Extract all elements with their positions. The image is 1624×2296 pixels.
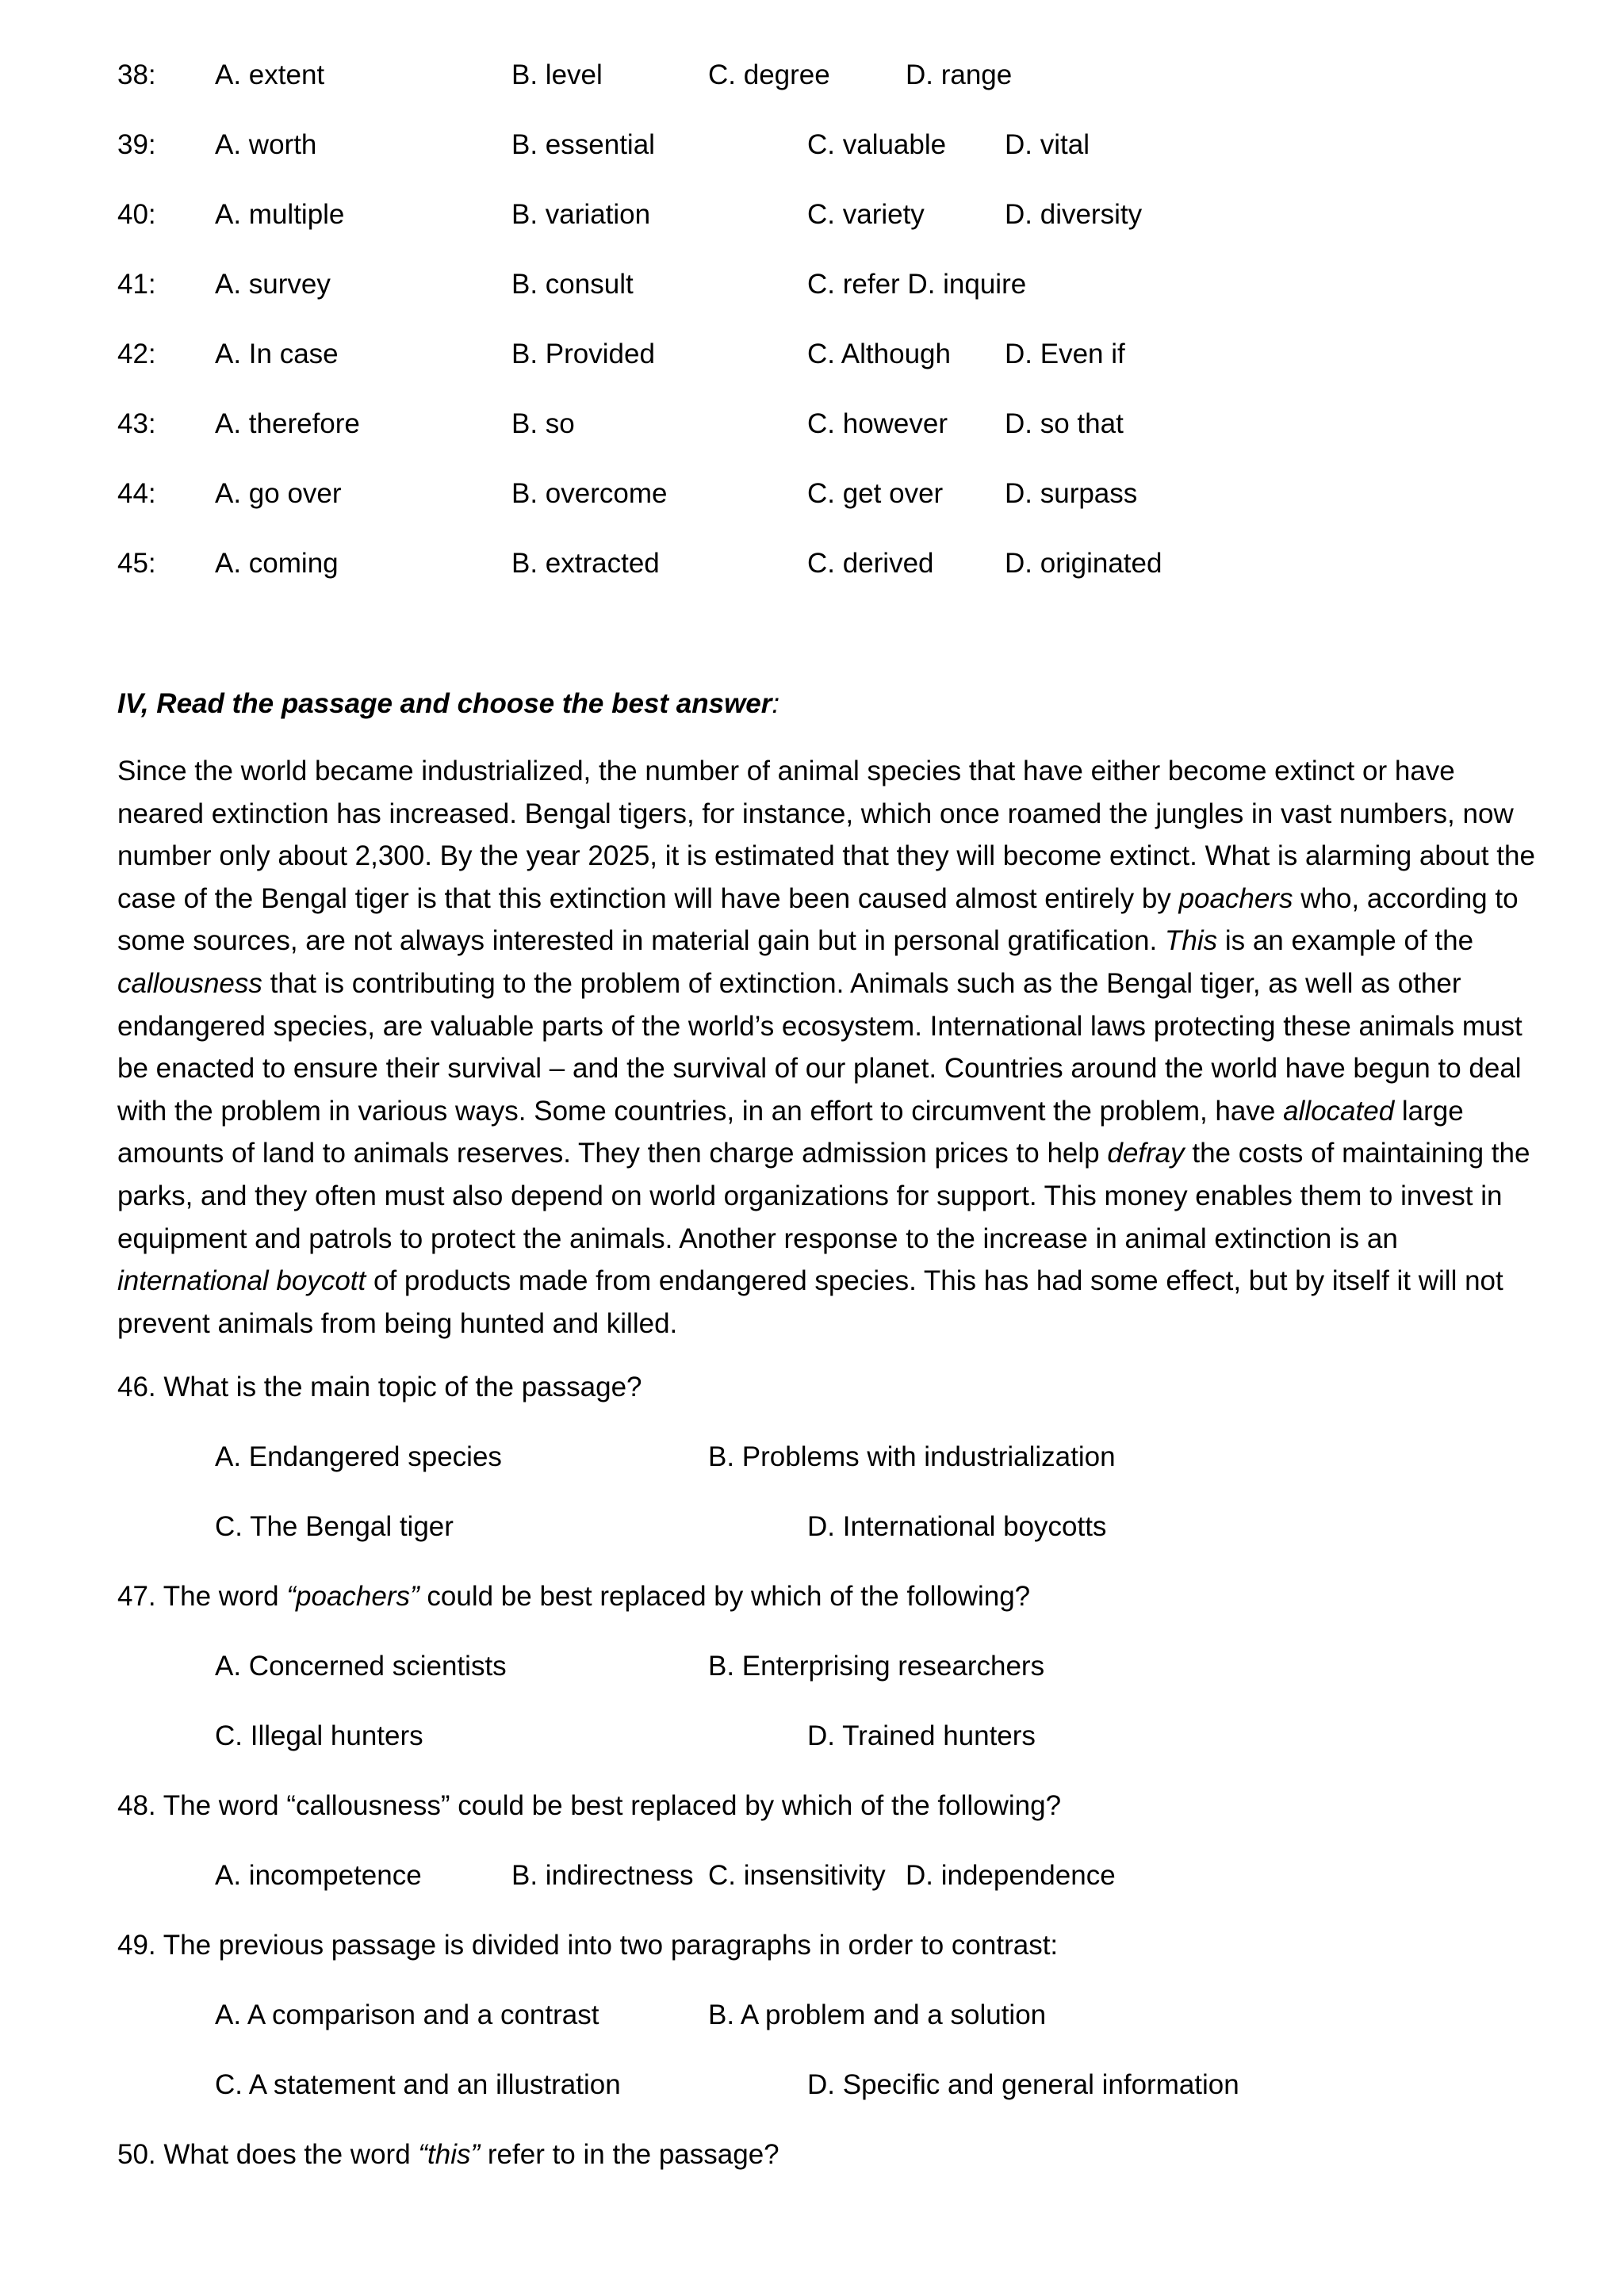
option-a: A. therefore xyxy=(215,408,360,439)
option-b: B. Problems with industrialization xyxy=(708,1441,1116,1472)
question-number: 45: xyxy=(117,548,156,579)
section-heading-text: IV, Read the passage and choose the best answer xyxy=(117,688,772,719)
passage-emphasis-poachers: poachers xyxy=(1178,882,1293,914)
option-a: A. extent xyxy=(215,59,325,90)
passage-text: that is contributing to the problem of extinction. Animals such as the Bengal tiger, as well as other endangered species, are valuable parts of the world’s ecosystem. International laws protecting these animals must be enacted to ensure their survival – and the survival of our planet. Countries around the world have begun to deal with the problem in various ways. Some countries, in an effort to circumvent the problem, have xyxy=(117,967,1522,1127)
option-b: B. extracted xyxy=(511,548,660,579)
option-c: C. degree xyxy=(708,59,830,90)
passage-text: of products made from endangered species. This has had some effect, but by itself it will not prevent animals from being hunted and killed. xyxy=(117,1265,1503,1339)
question-stem-text: could be best replaced by which of the following? xyxy=(419,1581,1031,1612)
question-stem: 46. What is the main topic of the passage? xyxy=(117,1372,642,1402)
option-d: D. International boycotts xyxy=(807,1511,1107,1542)
option-a: A. In case xyxy=(215,339,339,369)
question-number: 39: xyxy=(117,129,156,160)
section-heading xyxy=(117,690,779,718)
question-number: 38: xyxy=(117,59,156,90)
option-a: A. Endangered species xyxy=(215,1441,502,1472)
option-d: D. independence xyxy=(906,1860,1116,1891)
option-b: B. consult xyxy=(511,269,634,300)
option-a: A. A comparison and a contrast xyxy=(215,1999,599,2030)
option-c: C. get over xyxy=(807,478,944,509)
option-b: B. variation xyxy=(511,199,651,230)
question-stem-text: 47. The word xyxy=(117,1581,287,1612)
option-a: A. multiple xyxy=(215,199,345,230)
option-a: A. coming xyxy=(215,548,339,579)
option-d: D. diversity xyxy=(1005,199,1143,230)
option-c: C. however xyxy=(807,408,948,439)
option-d: D. Trained hunters xyxy=(807,1720,1036,1751)
option-c-d: C. refer D. inquire xyxy=(807,269,1027,300)
passage-text: the costs of maintaining the parks, and they often must also depend on world organizations for support. This money enables them to invest in equipment and patrols to protect the animals. Another response to the increase in animal extinction is an xyxy=(117,1138,1530,1254)
option-d: D. so that xyxy=(1005,408,1124,439)
passage-emphasis-defray: defray xyxy=(1107,1138,1185,1169)
option-d: D. vital xyxy=(1005,129,1090,160)
option-c: C. A statement and an illustration xyxy=(215,2069,621,2100)
option-d: D. surpass xyxy=(1005,478,1138,509)
option-d: D. range xyxy=(906,59,1013,90)
question-stem-text: 50. What does the word xyxy=(117,2139,419,2170)
option-a: A. Concerned scientists xyxy=(215,1651,507,1682)
option-c: C. variety xyxy=(807,199,925,230)
question-stem: 49. The previous passage is divided into two paragraphs in order to contrast: xyxy=(117,1930,1059,1961)
option-c: C. valuable xyxy=(807,129,947,160)
option-b: B. Enterprising researchers xyxy=(708,1651,1045,1682)
option-d: D. Even if xyxy=(1005,339,1125,369)
option-b: B. overcome xyxy=(511,478,668,509)
question-stem: 48. The word “callousness” could be best replaced by which of the following? xyxy=(117,1790,1062,1821)
option-a: A. incompetence xyxy=(215,1860,422,1891)
option-a: A. survey xyxy=(215,269,331,300)
question-number: 40: xyxy=(117,199,156,230)
passage-emphasis-allocated: allocated xyxy=(1283,1095,1395,1127)
passage-emphasis-this: This xyxy=(1164,925,1218,957)
option-c: C. Illegal hunters xyxy=(215,1720,423,1751)
question-number: 41: xyxy=(117,269,156,300)
passage-emphasis-boycott: international boycott xyxy=(117,1265,366,1297)
question-stem xyxy=(117,2141,779,2168)
option-c: C. derived xyxy=(807,548,934,579)
passage-text: large amounts of land to animals reserves. They then charge admission prices to help xyxy=(117,1095,1464,1169)
option-c: C. insensitivity xyxy=(708,1860,886,1891)
option-b: B. A problem and a solution xyxy=(708,1999,1047,2030)
option-a: A. go over xyxy=(215,478,342,509)
question-stem xyxy=(117,1582,1030,1610)
option-b: B. so xyxy=(511,408,575,439)
question-stem-text: refer to in the passage? xyxy=(480,2139,779,2170)
option-c: C. Although xyxy=(807,339,951,369)
question-number: 43: xyxy=(117,408,156,439)
option-c: C. The Bengal tiger xyxy=(215,1511,454,1542)
option-b: B. essential xyxy=(511,129,655,160)
option-b: B. Provided xyxy=(511,339,655,369)
option-d: D. originated xyxy=(1005,548,1162,579)
option-d: D. Specific and general information xyxy=(807,2069,1239,2100)
reading-passage xyxy=(117,750,1537,1345)
option-a: A. worth xyxy=(215,129,317,160)
question-number: 42: xyxy=(117,339,156,369)
option-b: B. indirectness xyxy=(511,1860,694,1891)
question-stem-word: “this” xyxy=(418,2139,481,2170)
section-heading-colon: : xyxy=(772,688,780,719)
question-number: 44: xyxy=(117,478,156,509)
passage-text: Since the world became industrialized, the number of animal species that have either become extinct or have neared extinction has increased. Bengal tigers, for instance, which once roamed the jungles in vast numbers, now number only about 2,300. By the year 2025, it is estimated that they will become extinct. What is alarming about the case of the Bengal tiger is that this extinction will have been caused almost entirely by xyxy=(117,756,1535,914)
option-b: B. level xyxy=(511,59,603,90)
passage-text: is an example of the xyxy=(1217,925,1474,957)
passage-emphasis-callousness: callousness xyxy=(117,967,262,999)
question-stem-word: “poachers” xyxy=(286,1581,419,1612)
passage-text: who, according to some sources, are not always interested in material gain but in personal gratification. xyxy=(117,882,1519,957)
